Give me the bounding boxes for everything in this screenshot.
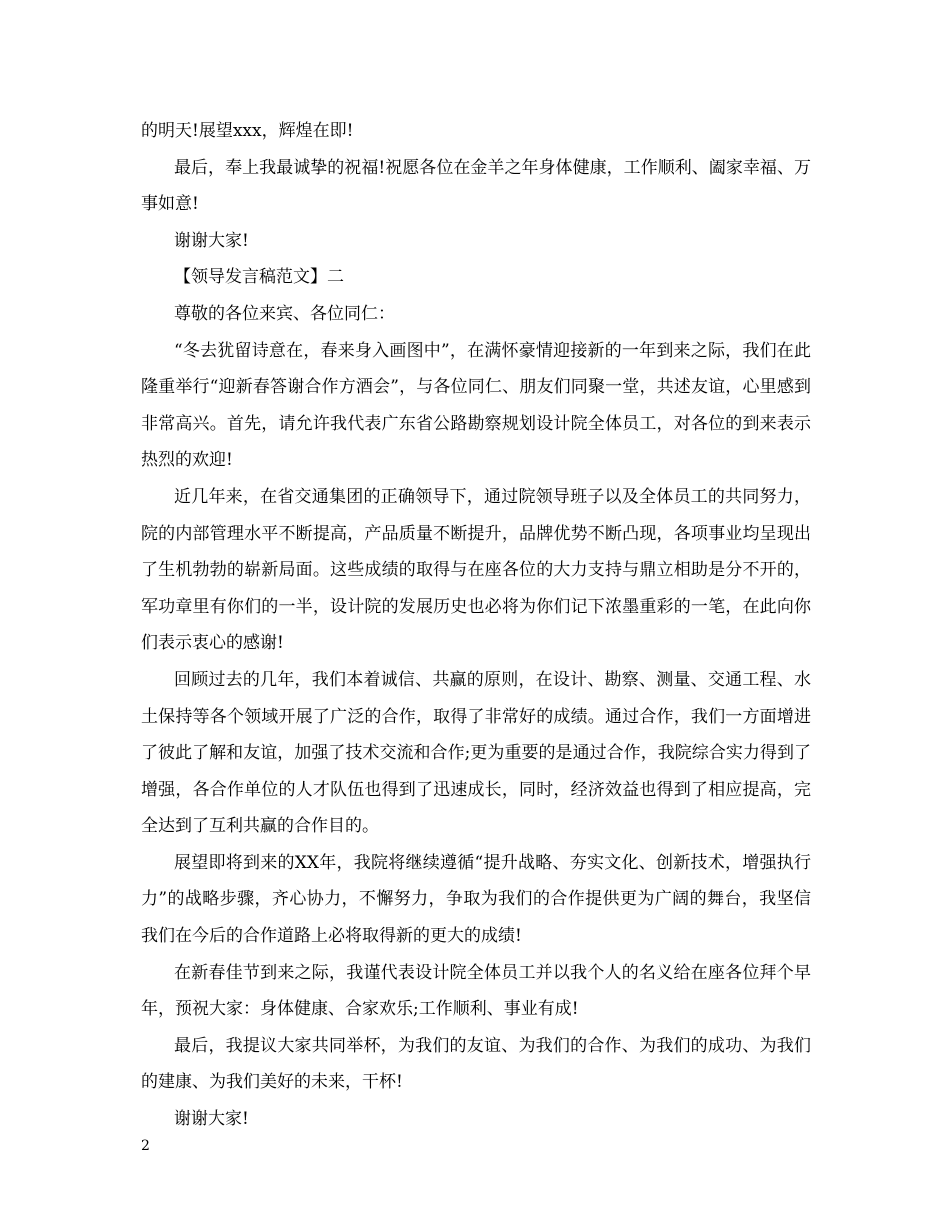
salutation: 尊敬的各位来宾、各位同仁： <box>174 303 395 324</box>
paragraph: 在新春佳节到来之际，我谨代表设计院全体员工并以我个人的名义给在座各位拜个早年，预祝大家：身体健康、合家欢乐;工作顺利、事业有成! <box>141 962 811 1020</box>
section-heading: 【领导发言稿范文】二 <box>174 267 344 288</box>
paragraph: 谢谢大家! <box>174 230 249 251</box>
paragraph: 回顾过去的几年，我们本着诚信、共赢的原则，在设计、勘察、测量、交通工程、水土保持等各个领域开展了广泛的合作，取得了非常好的成绩。通过合作，我们一方面增进了彼此了解和友谊，加强了技术交流和合作;更为重要的是通过合作，我院综合实力得到了增强，各合作单位的人才队伍也得到了迅速成长，同时，经济效益也得到了相应提高，完全达到了互利共赢的合作目的。 <box>141 669 811 837</box>
closing: 谢谢大家! <box>174 1109 249 1130</box>
paragraph: 最后，我提议大家共同举杯，为我们的友谊、为我们的合作、为我们的成功、为我们的建康、为我们美好的未来，干杯! <box>141 1035 811 1093</box>
page-number: 2 <box>141 1138 150 1154</box>
paragraph: 的明天!展望xxx，辉煌在即! <box>141 121 354 141</box>
paragraph: 最后，奉上我最诚挚的祝福!祝愿各位在金羊之年身体健康，工作顺利、阖家幸福、万事如意! <box>141 157 811 215</box>
paragraph: 展望即将到来的XX年，我院将继续遵循“提升战略、夯实文化、创新技术，增强执行力”的战略步骤，齐心协力，不懈努力，争取为我们的合作提供更为广阔的舞台，我坚信我们在今后的合作道路上必将取得新的更大的成绩! <box>141 852 811 947</box>
paragraph: 近几年来，在省交通集团的正确领导下，通过院领导班子以及全体员工的共同努力，院的内部管理水平不断提高，产品质量不断提升，品牌优势不断凸现，各项事业均呈现出了生机勃勃的崭新局面。这些成绩的取得与在座各位的大力支持与鼎立相助是分不开的，军功章里有你们的一半，设计院的发展历史也必将为你们记下浓墨重彩的一笔，在此向你们表示衷心的感谢! <box>141 486 811 654</box>
document-body <box>141 113 811 1138</box>
paragraph: “冬去犹留诗意在，春来身入画图中”，在满怀豪情迎接新的一年到来之际，我们在此隆重举行“迎新春答谢合作方酒会”，与各位同仁、朋友们同聚一堂，共述友谊，心里感到非常高兴。首先，请允许我代表广东省公路勘察规划设计院全体员工，对各位的到来表示热烈的欢迎! <box>141 340 811 471</box>
